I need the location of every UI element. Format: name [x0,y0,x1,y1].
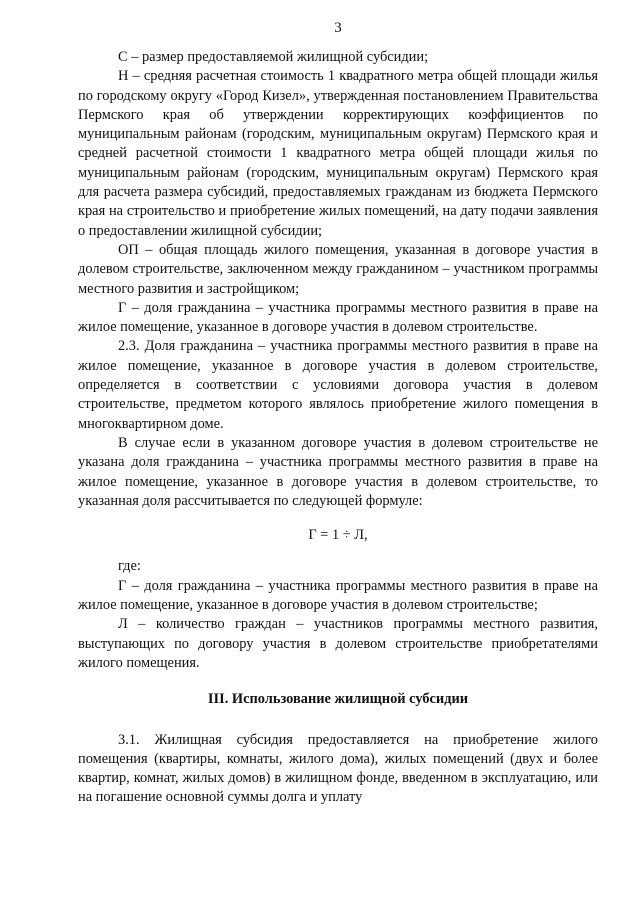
clause-3-1: 3.1. Жилищная субсидия предоставляется на приобретение жилого помещения (квартиры, комнаты, жилого дома), жилых помещений (двух и более квартир, комнат, жилых домов) в жилищном фонде, введенном в эксплуатацию, или на погашение основной суммы долга и уплату [78,731,598,806]
definition-n: Н – средняя расчетная стоимость 1 квадратного метра общей площади жилья по городскому округу «Город Кизел», утвержденная постановлением Правительства Пермского края об утверждении корректирующих коэффициентов по муниципальным районам (городским, муниципальным округам) Пермского края и средней расчетной стоимости 1 квадратного метра общей площади жилья по муниципальным районам (городским, муниципальным округам) Пермского края для расчета размера субсидий, предоставляемых гражданам из бюджета Пермского края на строительство и приобретение жилых помещений, на дату подачи заявления о предоставлении жилищной субсидии; [78,68,598,239]
definition-s: С – размер предоставляемой жилищной субсидии; [118,49,429,65]
clause-2-3: 2.3. Доля гражданина – участника программы местного развития в праве на жилое помещение, указанное в договоре участия в долевом строительстве, определяется в соответствии с условиями договора участия в долевом строительстве, предметом которого являлось приобретение жилого помещения в многоквартирном доме. [78,338,598,432]
formula-definition-l: Л – количество граждан – участников программы местного развития, выступающих по договору участия в долевом строительстве приобретателями жилого помещения. [78,616,598,671]
section-heading: III. Использование жилищной субсидии [207,691,469,708]
definition-g: Г – доля гражданина – участника программы местного развития в праве на жилое помещение, указанное в договоре участия в долевом строительстве. [78,299,598,336]
formula-definition-g: Г – доля гражданина – участника программы местного развития в праве на жилое помещение, указанное в договоре участия в долевом строительстве; [78,577,598,614]
formula: Г = 1 ÷ Л, [308,527,368,544]
where-label: где: [118,558,141,575]
document-body [78,48,598,808]
formula-intro: В случае если в указанном договоре участия в долевом строительстве не указана доля гражданина – участника программы местного развития в праве на жилое помещение, указанное в договоре участия в долевом строительстве, то указанная доля рассчитывается по следующей формуле: [78,434,598,509]
definition-op: ОП – общая площадь жилого помещения, указанная в договоре участия в долевом строительстве, заключенном между гражданином – участником программы местного развития и застройщиком; [78,241,598,297]
page-number: 3 [334,20,342,36]
